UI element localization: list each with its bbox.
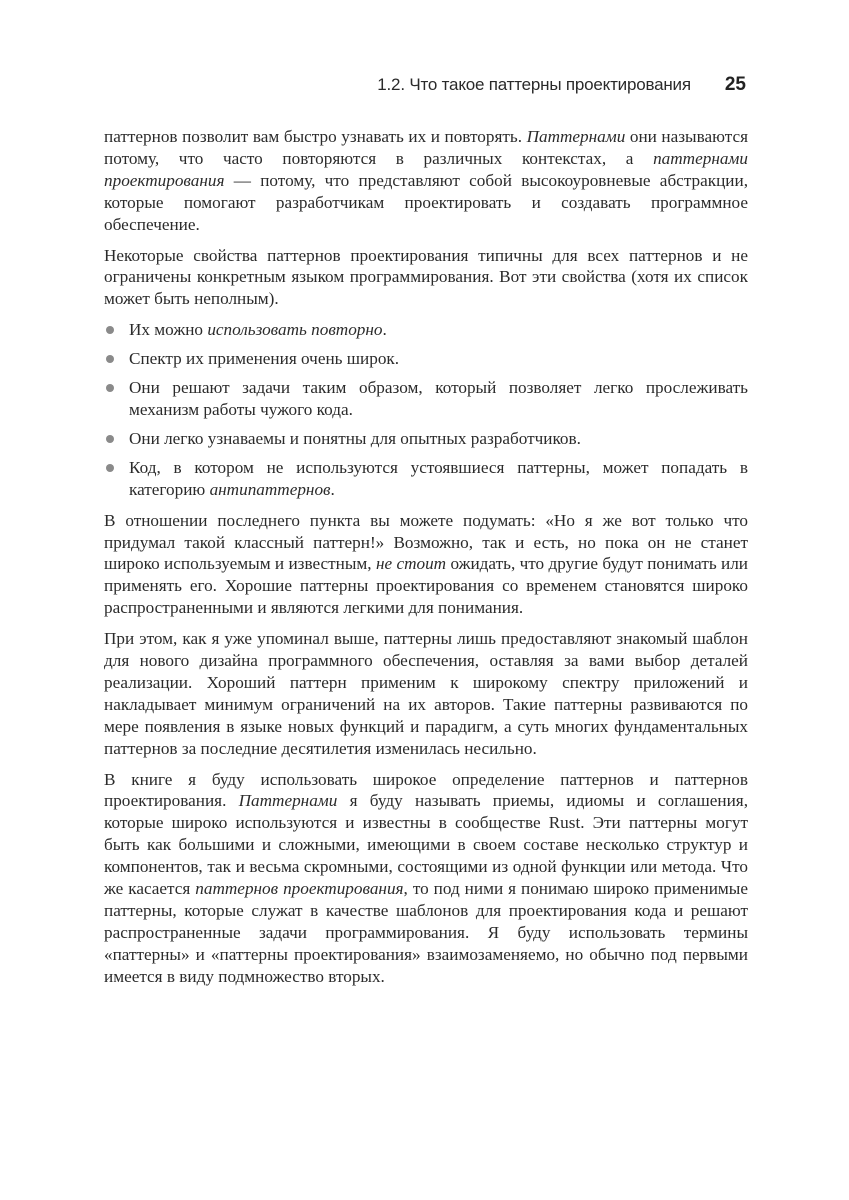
bullet-icon (106, 435, 114, 443)
running-header (100, 74, 746, 98)
paragraph: В книге я буду использовать широкое определение паттернов и паттернов проектирования. Паттернами я буду называть приемы, идиомы и соглашения, которые широко используются и известны в сообществе Rust. Эти паттерны могут быть как большими и сложными, имеющими в своем составе несколько структур и компонентов, так и весьма скромными, состоящими из одной функции или метода. Что же касается паттернов проектирования, то под ними я понимаю широко применимые паттерны, которые служат в качестве шаблонов для проектирования кода и решают распространенные задачи программирования. Я буду использовать термины «паттерны» и «паттерны проектирования» взаимозаменяемо, но обычно под первыми имеется в виду подмножество вторых. (104, 769, 748, 986)
body-text (104, 126, 748, 997)
paragraph: В отношении последнего пункта вы можете подумать: «Но я же вот только что придумал такой классный паттерн!» Возможно, так и есть, но пока он не станет широко используемым и известным, не стоит ожидать, что другие будут понимать или применять его. Хорошие паттерны проектирования со временем становятся широко распространенными и являются легкими для понимания. (104, 510, 749, 618)
emphasis: паттернов проектирования (195, 879, 404, 899)
bullet-icon (106, 355, 114, 363)
page-number: 25 (724, 74, 746, 95)
list-item: Они решают задачи таким образом, который позволяет легко прослеживать механизм работы чужого кода. (104, 377, 748, 421)
emphasis: антипаттернов (209, 479, 331, 499)
emphasis: использовать повторно (207, 320, 383, 340)
paragraph: паттернов позволит вам быстро узнавать их и повторять. Паттернами они называются потому, что часто повторяются в различных контекстах, а паттернами проектирования — потому, что представляют собой высокоуровневые абстракции, которые помогают разработчикам проектировать и создавать программное обеспечение. (104, 127, 748, 234)
list-item: Спектр их применения очень широк. (104, 348, 748, 370)
emphasis: Паттернами (526, 127, 626, 146)
list-item: Их можно использовать повторно. (104, 319, 748, 341)
bullet-icon (106, 464, 114, 472)
section-title: 1.2. Что такое паттерны проектирования (377, 75, 691, 94)
emphasis: Паттернами (238, 791, 338, 811)
emphasis: не стоит (375, 554, 447, 574)
bullet-icon (106, 384, 114, 392)
paragraph: При этом, как я уже упоминал выше, паттерны лишь предоставляют знакомый шаблон для нового дизайна программного обеспечения, оставляя за вами выбор деталей реализации. Хороший паттерн применим к широкому спектру приложений и накладывает минимум ограничений на их авторов. Такие паттерны развиваются по мере появления в языке новых функций и парадигм, а суть многих фундаментальных паттернов за последние десятилетия изменилась несильно. (104, 629, 748, 758)
list-item: Они легко узнаваемы и понятны для опытных разработчиков. (104, 428, 748, 450)
list-item: Код, в котором не используются устоявшиеся паттерны, может попадать в категорию антипаттернов. (104, 457, 748, 501)
paragraph: Некоторые свойства паттернов проектирования типичны для всех паттернов и не ограничены конкретным языком программирования. Вот эти свойства (хотя их список может быть неполным). (104, 245, 748, 309)
emphasis: паттернами проектирования (104, 148, 748, 190)
properties-list (104, 319, 748, 500)
bullet-icon (106, 326, 114, 334)
